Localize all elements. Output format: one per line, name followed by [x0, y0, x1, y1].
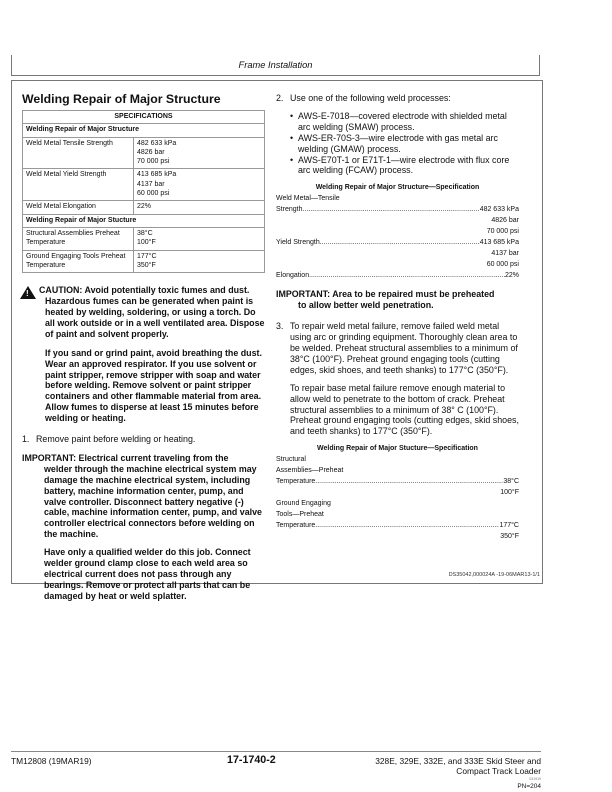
footer-pn: PN=204: [517, 783, 541, 790]
specifications-table: [22, 110, 265, 273]
caution-notice: ! CAUTION: Avoid potentially toxic fumes and dust. Hazardous fumes can be generated when paint is heated by welding, soldering, or using a torch. Do all work outside or in a well ventilated area. Dispose of paint and solvent properly. If you sand or grind paint, avoid breathing the dust. Wear an approved respirator. If you use solvent or paint stripper, remove stripper with soap and water before welding. Remove solvent or paint stripper containers and other flammable material from area. Allow fumes to disperse at least 15 minutes before welding or heating.: [22, 285, 267, 424]
table-group-label: Welding Repair of Major Stucture: [23, 214, 265, 227]
section-title: Frame Installation: [238, 60, 313, 70]
step-1: 1. Remove paint before welding or heating.: [22, 434, 196, 445]
spec-list-preheat: Structural Assemblies—Preheat Temperature ..... 38°C 100°F Ground Engaging Tools—Preheat Temperature ..... 177°C 350°F: [276, 454, 519, 542]
list-item: • AWS-E-7018—covered electrode with shielded metal arc welding (SMAW) process.: [290, 111, 519, 133]
table-row: Ground Engaging Tools Preheat Temperature 177°C 350°F: [23, 250, 265, 273]
table-heading: SPECIFICATIONS: [23, 111, 265, 124]
table-row: Structural Assemblies Preheat Temperature 38°C 100°F: [23, 227, 265, 250]
step-3-text-2: To repair base metal failure remove enough material to allow weld to penetrate to the bottom of crack. Preheat structural assemblies to a minimum of 38° C (100°F). Preheat ground engaging tools (cutting edges, skid shoes, and teeth shanks) to 177°C (350°F).: [290, 382, 519, 437]
step-2: 2. Use one of the following weld processes:: [276, 93, 451, 103]
footer-code: 031919: [529, 777, 541, 781]
table-row: Weld Metal Yield Strength 413 685 kPa 4137 bar 60 000 psi: [23, 169, 265, 201]
important-notice: IMPORTANT: Electrical current traveling from the welder through the machine electrical system may damage the machine electrical system, including battery, machine information center, pump, and valve controller. Disconnect battery negative (-) cable, machine information center, pump, and valve controller electrical connectors before welding on the machine. Have only a qualified welder do this job. Connect welder ground clamp close to each weld area so electrical current does not pass through any bearings. Remove or protect all parts that can be damaged by heat or weld splatter.: [22, 453, 267, 602]
weld-process-list: [276, 111, 519, 176]
document-id: DS35042,000024A -19-06MAR13-1/1: [448, 572, 540, 578]
important-label: IMPORTANT:: [22, 452, 77, 463]
table-row: Weld Metal Tensile Strength 482 633 kPa 4826 bar 70 000 psi: [23, 137, 265, 169]
left-column: [22, 92, 267, 602]
table-row: Weld Metal Elongation 22%: [23, 201, 265, 214]
table-group-label: Welding Repair of Major Structure: [23, 124, 265, 137]
important-text-2: Have only a qualified welder do this job. Connect welder ground clamp close to each weld area so electrical current does not pass through any bearings. Remove or protect all parts that can be damaged by heat or weld splatter.: [44, 547, 251, 601]
step-3: 3. To repair weld metal failure, remove failed weld metal using arc or grinding equipment. Thoroughly clean area to be welded. Preheat structural assemblies to a minimum of 38°C (100°F). Preheat ground engaging tools (cutting edges, skid shoes, and teeth shanks) to 177°C (350°F).: [276, 321, 518, 375]
page-header: [11, 55, 540, 76]
footer-manual-id: TM12808 (19MAR19): [11, 756, 92, 766]
spec-title-preheat: Welding Repair of Major Stucture—Specification: [317, 445, 478, 453]
footer-divider: [11, 751, 541, 752]
list-item: • AWS-E70T-1 or E71T-1—wire electrode with flux core arc welding (FCAW) process.: [290, 155, 519, 177]
important-label: IMPORTANT:: [276, 289, 331, 300]
caution-text-2: If you sand or grind paint, avoid breathing the dust. Wear an approved respirator. If you use solvent or paint stripper, remove stripper with soap and water before welding. Remove solvent or paint stripper containers and other flammable material from area. Allow fumes to disperse at least 15 minutes before welding or heating.: [45, 347, 262, 424]
spec-list-weld-metal: Weld Metal—Tensile Strength ..... 482 633 kPa 4826 bar 70 000 psi Yield Strength ..... 413 685 kPa 4137 bar 60 000 psi Elongation ..... 22%: [276, 193, 519, 281]
caution-label: CAUTION:: [39, 285, 83, 296]
page-title: Welding Repair of Major Structure: [22, 92, 221, 106]
footer-page-number: 17-1740-2: [227, 754, 276, 766]
important-notice-preheat: IMPORTANT: Area to be repaired must be preheated to allow better weld penetration.: [276, 289, 495, 311]
caution-text: Hazardous fumes can be generated when paint is heated by welding, soldering, or using a torch. Do all work outside or in a well ventilated area. Dispose of paint and solvent properly.: [45, 296, 265, 339]
warning-triangle-icon: [20, 286, 36, 299]
important-text: welder through the machine electrical system may damage the machine electrical system, including battery, machine information center, pump, and valve controller. Disconnect battery negative (-) cable, machine information center, pump, and valve controller electrical connectors before welding on the machine.: [44, 463, 262, 540]
list-item: • AWS-ER-70S-3—wire electrode with gas metal arc welding (GMAW) process.: [290, 133, 519, 155]
right-column: [276, 93, 519, 542]
footer-model: 328E, 329E, 332E, and 333E Skid Steer and Compact Track Loader 031919 PN=204: [375, 756, 541, 790]
spec-title: Welding Repair of Major Structure—Specification: [315, 184, 480, 192]
